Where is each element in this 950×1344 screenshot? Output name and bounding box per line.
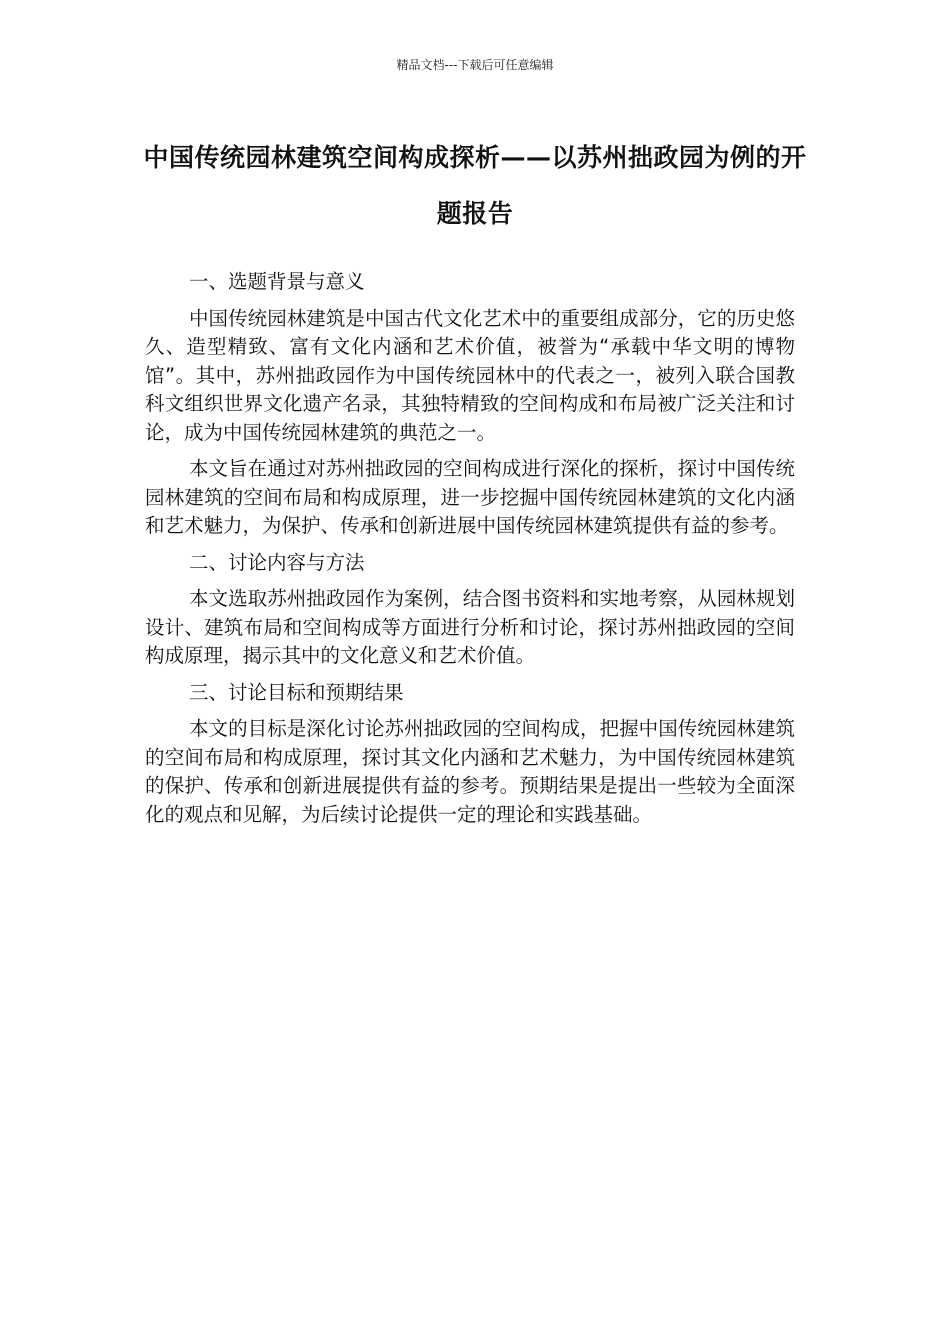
running-header: 精品文档---下载后可任意编辑 bbox=[396, 58, 554, 72]
body-paragraph: 本文选取苏州拙政园作为案例，结合图书资料和实地考察，从园林规划设计、建筑布局和空间构成等方面进行分析和讨论，探讨苏州拙政园的空间构成原理，揭示其中的文化意义和艺术价值。 bbox=[145, 587, 795, 667]
section-heading: 二、讨论内容与方法 bbox=[189, 550, 365, 574]
body-paragraph: 本文旨在通过对苏州拙政园的空间构成进行深化的探析，探讨中国传统园林建筑的空间布局和构成原理，进一步挖掘中国传统园林建筑的文化内涵和艺术魅力，为保护、传承和创新进展中国传统园林建筑提供有益的参考。 bbox=[145, 457, 795, 537]
section-goals-results bbox=[145, 679, 795, 830]
document-title: 中国传统园林建筑空间构成探析——以苏州拙政园为例的开题报告 bbox=[143, 143, 807, 228]
body-paragraph: 本文的目标是深化讨论苏州拙政园的空间构成，把握中国传统园林建筑的空间布局和构成原理，探讨其文化内涵和艺术魅力，为中国传统园林建筑的保护、传承和创新进展提供有益的参考。预期结果是提出一些较为全面深化的观点和见解，为后续讨论提供一定的理论和实践基础。 bbox=[145, 717, 795, 826]
section-background bbox=[145, 268, 795, 541]
document-body bbox=[145, 268, 795, 837]
body-paragraph: 中国传统园林建筑是中国古代文化艺术中的重要组成部分，它的历史悠久、造型精致、富有文化内涵和艺术价值，被誉为“承载中华文明的博物馆”。其中，苏州拙政园作为中国传统园林中的代表之一，被列入联合国教科文组织世界文化遗产名录，其独特精致的空间构成和布局被广泛关注和讨论，成为中国传统园林建筑的典范之一。 bbox=[145, 306, 795, 444]
section-heading: 三、讨论目标和预期结果 bbox=[189, 680, 404, 704]
section-heading: 一、选题背景与意义 bbox=[189, 270, 365, 293]
section-content-method bbox=[145, 549, 795, 671]
